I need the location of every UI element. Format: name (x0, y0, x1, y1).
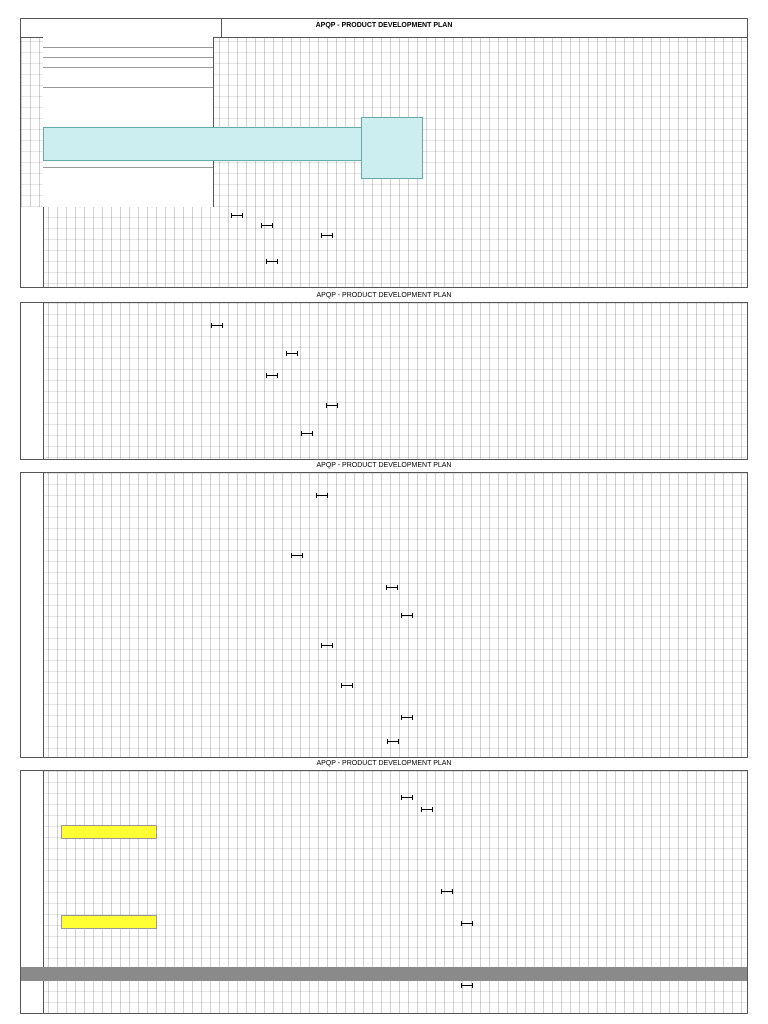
sheet-title-bar (21, 19, 747, 38)
phase-1-label-strip (21, 207, 44, 287)
highlighted-task-cell (61, 915, 157, 929)
project-info-block (43, 37, 214, 207)
gantt-bar (461, 983, 473, 988)
gantt-bar (321, 643, 333, 648)
gantt-bar (386, 585, 398, 590)
phase-3-label-strip (21, 473, 44, 757)
gantt-bar (316, 493, 328, 498)
gantt-bar (421, 807, 433, 812)
gantt-bar (261, 223, 273, 228)
gantt-bar (326, 403, 338, 408)
phase-2-label-strip (21, 303, 44, 459)
gantt-bar (461, 921, 473, 926)
gantt-bar (231, 213, 243, 218)
page-caption: APQP - PRODUCT DEVELOPMENT PLAN (316, 462, 452, 469)
gantt-bar (266, 373, 278, 378)
sheet-header-and-phase-1 (20, 18, 748, 288)
gantt-bar (341, 683, 353, 688)
gantt-bar (321, 233, 333, 238)
document-title: APQP - PRODUCT DEVELOPMENT PLAN (315, 22, 453, 29)
page-caption: APQP - PRODUCT DEVELOPMENT PLAN (316, 760, 452, 767)
page-caption: APQP - PRODUCT DEVELOPMENT PLAN (316, 292, 452, 299)
gantt-bar (401, 795, 413, 800)
team-members-highlight (43, 127, 365, 161)
gantt-bar (387, 739, 399, 744)
sheet-phase-2 (20, 302, 748, 460)
gantt-bar (401, 613, 413, 618)
sheet-phase-3 (20, 472, 748, 758)
highlighted-row-band (21, 967, 747, 981)
project-status-highlight (361, 117, 423, 179)
gantt-bar (441, 889, 453, 894)
highlighted-task-cell (61, 825, 157, 839)
gantt-bar (211, 323, 223, 328)
gantt-bar (291, 553, 303, 558)
gantt-bar (301, 431, 313, 436)
gantt-bar (401, 715, 413, 720)
gantt-bar (286, 351, 298, 356)
gantt-bar (266, 259, 278, 264)
sheet-phase-4 (20, 770, 748, 1014)
